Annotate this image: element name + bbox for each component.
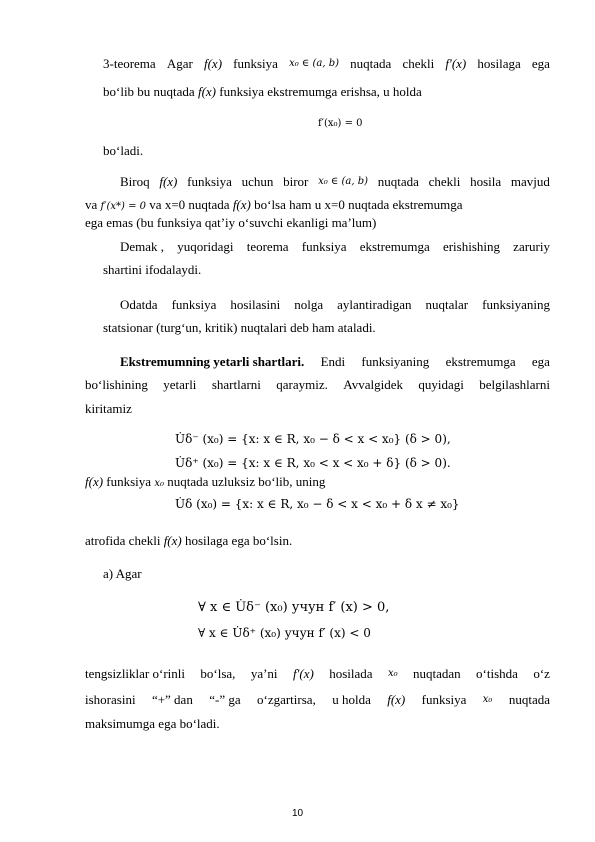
p6-line1 xyxy=(85,474,325,492)
p1-line3: bo‘ladi. xyxy=(103,143,144,158)
text: f′(x) xyxy=(292,666,314,681)
p6-line2 xyxy=(85,533,292,549)
text: ekstremumga xyxy=(359,239,430,254)
inline-formula: x₀ xyxy=(387,668,398,679)
p7-line3: maksimumga ega bo‘ladi. xyxy=(85,716,220,731)
formula-punctured-neighborhood: U̇δ (x₀) = {x: x ∈ R, x₀ − δ < x < x₀ + δ x ≠ x₀} xyxy=(175,497,460,511)
p7-line1 xyxy=(85,666,550,682)
text: bo‘lishining xyxy=(85,377,148,392)
text: ega xyxy=(531,354,550,369)
inline-formula: f′(x*) = 0 xyxy=(100,201,147,212)
text: teorema xyxy=(246,239,289,254)
text: funksiya xyxy=(421,692,467,707)
p3-line1 xyxy=(120,239,550,255)
p4-line1 xyxy=(120,297,550,313)
text: uchun xyxy=(241,174,274,189)
text: zaruriy xyxy=(513,239,550,254)
text: f(x) xyxy=(85,474,104,489)
p1-line2 xyxy=(103,84,422,100)
text: Demak , xyxy=(120,239,165,254)
text: o‘z xyxy=(533,666,550,681)
text: ega xyxy=(531,56,550,71)
p2-line2 xyxy=(85,197,463,215)
text: yetarli xyxy=(163,377,197,392)
text: bo‘lib bu nuqtada xyxy=(103,84,195,99)
text: bo‘lsa ham u x=0 nuqtada ekstremumga xyxy=(254,197,463,212)
p2-line3: ega emas (bu funksiya qat’iy o‘suvchi ekanligi ma’lum) xyxy=(85,215,377,230)
text: funksiyaning xyxy=(482,297,550,312)
text: hosilasini xyxy=(230,297,281,312)
text: funksiya xyxy=(106,474,152,489)
text: hosilaga ega bo‘lsin. xyxy=(184,533,293,548)
text: hosila xyxy=(470,174,502,189)
text: ekstremumga xyxy=(445,354,516,369)
text: va xyxy=(85,197,98,212)
formula-f-prime-zero: f′(x₀) = 0 xyxy=(318,118,363,129)
p5-line3: kiritamiz xyxy=(85,401,132,416)
text: tengsizliklar o‘rinli xyxy=(85,666,186,681)
text: funksiya xyxy=(171,297,217,312)
p1-line1 xyxy=(103,56,550,72)
p5-line2 xyxy=(85,377,550,393)
text: funksiya xyxy=(187,174,232,189)
text: f(x) xyxy=(159,174,178,189)
text: “-” ga xyxy=(209,692,241,707)
p4-line2: statsionar (turg‘un, kritik) nuqtalari deb ham ataladi. xyxy=(103,320,376,335)
text: ishorasini xyxy=(85,692,136,707)
text: hosilada xyxy=(329,666,373,681)
inline-formula: x₀ ∈ (a, b) xyxy=(289,58,340,69)
text: f(x) xyxy=(197,84,217,99)
text: f(x) xyxy=(387,692,406,707)
formula-left-neighborhood: U̇δ⁻ (x₀) = {x: x ∈ R, x₀ − δ < x < x₀} (δ > 0), xyxy=(175,432,451,446)
text: va x=0 nuqtada xyxy=(149,197,230,212)
p3-line2: shartini ifodalaydi. xyxy=(103,262,202,277)
text: aylantiradigan xyxy=(337,297,412,312)
text: nuqtada uzluksiz bo‘lib, uning xyxy=(167,474,326,489)
text: nuqtadan xyxy=(412,666,461,681)
page-number: 10 xyxy=(291,808,304,819)
text: o‘tishda xyxy=(476,666,518,681)
text: Endi xyxy=(320,354,346,369)
text: Agar xyxy=(166,56,193,71)
text: nuqtada xyxy=(350,56,392,71)
text: Avvalgidek xyxy=(343,377,403,392)
text: yuqoridagi xyxy=(177,239,234,254)
text: f(x) xyxy=(163,533,182,548)
text: f(x) xyxy=(203,56,223,71)
text: nolga xyxy=(294,297,324,312)
text: nuqtada xyxy=(377,174,419,189)
text: o‘zgartirsa, xyxy=(256,692,316,707)
inline-formula: x₀ xyxy=(154,478,164,489)
section-heading: Ekstremumning yetarli shartlari. xyxy=(120,354,305,369)
formula-condition-positive: ∀ x ∈ U̇δ⁻ (x₀) учун f′ (x) > 0, xyxy=(198,600,390,615)
p2-line1 xyxy=(120,174,550,190)
text: u holda xyxy=(332,692,371,707)
inline-formula: x₀ xyxy=(482,694,493,705)
formula-condition-negative: ∀ x ∈ U̇δ⁺ (x₀) учун f′ (x) < 0 xyxy=(198,626,371,640)
text: Biroq xyxy=(120,174,150,189)
text: atrofida chekli xyxy=(85,533,161,548)
text: nuqtalar xyxy=(425,297,469,312)
text: erishishing xyxy=(442,239,500,254)
text: mavjud xyxy=(510,174,550,189)
text: chekli xyxy=(402,56,435,71)
formula-right-neighborhood: U̇δ⁺ (x₀) = {x: x ∈ R, x₀ < x < x₀ + δ} (δ > 0). xyxy=(175,456,451,470)
text: funksiya ekstremumga erishsa, u holda xyxy=(219,84,422,99)
text: funksiya xyxy=(233,56,278,71)
text: hosilaga xyxy=(477,56,521,71)
text: belgilashlarni xyxy=(479,377,550,392)
text: chekli xyxy=(428,174,461,189)
text: qaraymiz. xyxy=(276,377,328,392)
text: f′(x) xyxy=(445,56,467,71)
text: funksiyaning xyxy=(361,354,430,369)
text: quyidagi xyxy=(418,377,464,392)
text: bo‘lsa, xyxy=(200,666,236,681)
text: shartlarni xyxy=(211,377,261,392)
text: funksiya xyxy=(301,239,347,254)
item-a-label: a) Agar xyxy=(103,566,142,581)
p5-line1 xyxy=(120,354,550,370)
text: “+” dan xyxy=(151,692,193,707)
text: biror xyxy=(283,174,309,189)
text: nuqtada xyxy=(508,692,550,707)
text: Odatda xyxy=(120,297,158,312)
text: f(x) xyxy=(232,197,251,212)
text: ya’ni xyxy=(250,666,278,681)
text: 3-teorema xyxy=(103,56,156,71)
p7-line2 xyxy=(85,692,550,708)
inline-formula: x₀ ∈ (a, b) xyxy=(318,176,369,187)
